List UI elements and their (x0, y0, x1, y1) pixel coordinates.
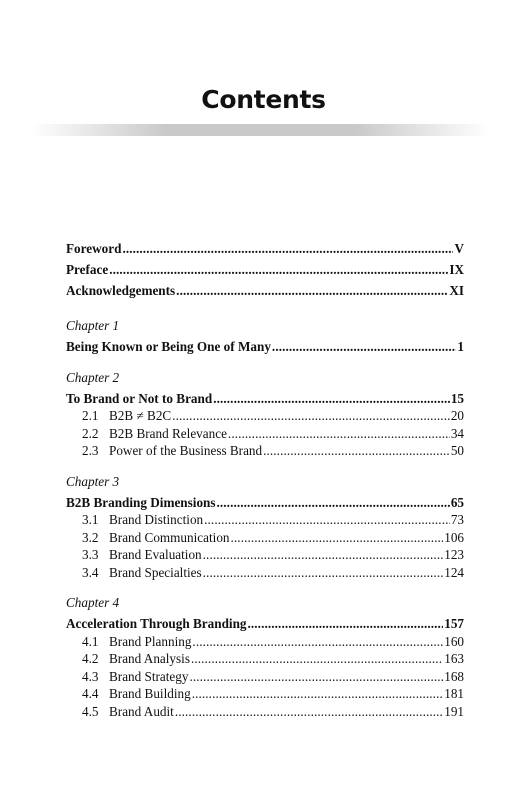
leader-dots (176, 280, 448, 301)
toc-entry-label: Preface (66, 262, 109, 277)
toc-entry-page: 34 (450, 425, 464, 441)
toc-entry-page: V (454, 241, 464, 256)
leader-dots (213, 390, 450, 408)
toc-entry-page: 1 (457, 339, 464, 354)
toc-entry-label (82, 668, 188, 686)
toc-entry-foreword[interactable] (66, 238, 464, 259)
toc-section-entry[interactable] (66, 511, 464, 529)
toc-entry-label (82, 633, 191, 651)
toc-chapter-entry[interactable] (66, 338, 464, 356)
leader-dots (192, 685, 444, 703)
section-number: 4.5 (82, 703, 99, 719)
section-number: 3.1 (82, 512, 99, 527)
toc-entry-page: 123 (444, 547, 464, 562)
toc-entry-label (82, 442, 262, 460)
chapter-label: Chapter 2 (66, 369, 120, 385)
toc-entry-label (82, 407, 171, 425)
toc-entry-label: Acceleration Through Branding (66, 616, 247, 631)
leader-dots (109, 259, 448, 280)
section-number: 3.3 (82, 547, 99, 562)
toc-entry-page: 163 (444, 651, 464, 666)
chapter-label: Chapter 1 (66, 318, 120, 333)
toc-entry-label (82, 511, 203, 529)
leader-dots (191, 650, 443, 668)
section-title: Brand Distinction (109, 512, 204, 527)
toc-section-entry[interactable] (66, 633, 464, 651)
toc-entry-label (82, 564, 202, 582)
section-number: 3.2 (82, 529, 99, 545)
section-title: Brand Analysis (109, 651, 190, 666)
leader-dots (228, 425, 450, 443)
toc-section-entry[interactable] (66, 425, 464, 443)
section-number: 4.4 (82, 686, 99, 701)
page-title: Contents (201, 85, 326, 114)
section-number: 2.2 (82, 425, 99, 441)
section-title: Brand Building (109, 686, 191, 701)
leader-dots (204, 511, 450, 529)
chapter-label: Chapter 4 (66, 595, 120, 610)
toc-entry-page: IX (449, 262, 464, 277)
toc-section-entry[interactable] (66, 442, 464, 460)
toc-entry-page: XI (449, 283, 464, 298)
toc-entry-label: Foreword (66, 241, 122, 256)
leader-dots (175, 703, 443, 721)
toc-entry-preface[interactable] (66, 259, 464, 280)
toc-entry-label: Being Known or Being One of Many (66, 339, 271, 354)
toc-entry-page: 15 (450, 390, 464, 406)
leader-dots (217, 494, 450, 512)
toc-entry-page: 20 (450, 408, 464, 423)
section-number: 4.2 (82, 651, 99, 666)
toc-section-entry[interactable] (66, 703, 464, 721)
leader-dots (272, 338, 456, 356)
toc-chapter-entry[interactable] (66, 494, 464, 512)
toc-entry-page: 50 (450, 443, 464, 458)
toc-section-entry[interactable] (66, 650, 464, 668)
toc-entry-page: 73 (450, 512, 464, 527)
toc-entry-page: 181 (444, 686, 464, 701)
section-title: B2B Brand Relevance (109, 425, 227, 441)
leader-dots (122, 238, 453, 259)
toc-entry-label (82, 546, 202, 564)
toc-entry-label (82, 425, 227, 443)
section-number: 2.3 (82, 443, 99, 458)
toc-section-entry[interactable] (66, 529, 464, 547)
section-title: Brand Planning (109, 633, 192, 649)
leader-dots (189, 668, 443, 686)
section-title: Brand Communication (109, 529, 230, 545)
toc-entry-label: B2B Branding Dimensions (66, 494, 216, 510)
section-title: Power of the Business Brand (109, 443, 263, 458)
section-number: 3.4 (82, 564, 99, 580)
toc-entry-label (82, 703, 174, 721)
section-title: Brand Audit (109, 703, 174, 719)
section-title: B2B ≠ B2C (109, 408, 172, 423)
toc-entry-label: Acknowledgements (66, 283, 176, 298)
leader-dots (203, 546, 444, 564)
toc-entry-page: 160 (444, 633, 464, 649)
leader-dots (192, 633, 443, 651)
title-underline-bar (30, 124, 490, 136)
section-title: Brand Evaluation (109, 547, 202, 562)
leader-dots (172, 407, 450, 425)
leader-dots (248, 615, 444, 633)
section-number: 4.3 (82, 668, 99, 684)
section-number: 4.1 (82, 633, 99, 649)
leader-dots (231, 529, 444, 547)
chapter-label: Chapter 3 (66, 473, 120, 489)
toc-section-entry[interactable] (66, 407, 464, 425)
toc-entry-label (82, 650, 190, 668)
section-title: Brand Specialties (109, 564, 202, 580)
toc-entry-acknowledgements[interactable] (66, 280, 464, 301)
toc-chapter-entry[interactable] (66, 615, 464, 633)
leader-dots (203, 564, 444, 582)
toc-entry-label: To Brand or Not to Brand (66, 390, 213, 406)
toc-section-entry[interactable] (66, 546, 464, 564)
toc-entry-label (82, 685, 191, 703)
section-title: Brand Strategy (109, 668, 189, 684)
toc-entry-page: 65 (450, 494, 464, 510)
toc-entry-label (82, 529, 230, 547)
toc-section-entry[interactable] (66, 685, 464, 703)
toc-entry-page: 124 (444, 564, 464, 580)
section-number: 2.1 (82, 408, 99, 423)
toc-entry-page: 168 (444, 668, 464, 684)
toc-section-entry[interactable] (66, 668, 464, 686)
toc-entry-page: 191 (444, 703, 464, 719)
leader-dots (263, 442, 450, 460)
toc-chapter-entry[interactable] (66, 390, 464, 408)
toc-entry-page: 157 (444, 616, 464, 631)
toc-section-entry[interactable] (66, 564, 464, 582)
table-of-contents (66, 238, 464, 720)
toc-entry-page: 106 (444, 529, 464, 545)
